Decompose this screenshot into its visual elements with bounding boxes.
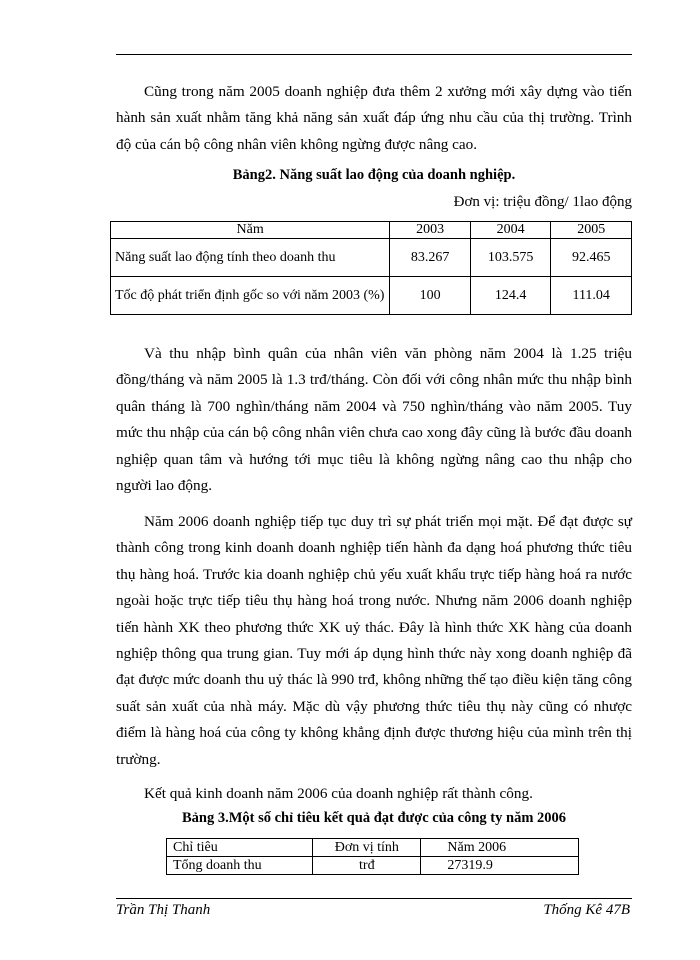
table2-cell: Năng suất lao động tính theo doanh thu: [111, 239, 390, 277]
table2-header-cell: Năm: [111, 222, 390, 239]
table-row: [111, 239, 632, 277]
table3-cell: trđ: [313, 857, 421, 875]
table2-cell: 103.575: [470, 239, 551, 277]
table-row: [111, 277, 632, 315]
footer-rule: [116, 898, 632, 899]
table2-cell: 111.04: [551, 277, 632, 315]
paragraph-4: Kết quả kinh doanh năm 2006 của doanh nghiệp rất thành công.: [144, 785, 533, 802]
table-row: [167, 857, 579, 875]
paragraph-3: Năm 2006 doanh nghiệp tiếp tục duy trì sự phát triển mọi mặt. Để đạt được sự thành công trong kinh doanh doanh nghiệp tiến hành đa dạng hoá phương thức tiêu thụ hàng hoá. Trước kia doanh nghiệp chủ yếu xuất khẩu trực tiếp hàng hoá ra nước ngoài hoặc trực tiếp tiêu thụ hàng hoá trong nước. Nhưng năm 2006 doanh nghiệp tiến hành XK theo phương thức XK uỷ thác. Đây là hình thức XK hàng của doanh nghiệp thông qua trung gian. Tuy mới áp dụng hình thức này xong doanh nghiệp đã đạt được mức doanh thu uỷ thác là 990 trđ, không những thế tạo điều kiện tăng công suất sản xuất của nhà máy. Mặc dù vậy phương thức tiêu thụ này cũng có nhược điểm là hàng hoá của công ty không khẳng định được thương hiệu của mình trên thị trường.: [116, 513, 632, 768]
table2-cell: 92.465: [551, 239, 632, 277]
table2-header-cell: 2003: [390, 222, 471, 239]
paragraph-2: Và thu nhập bình quân của nhân viên văn phòng năm 2004 là 1.25 triệu đồng/tháng và năm 2005 là 1.3 trđ/tháng. Còn đối với công nhân mức thu nhập bình quân tháng là 700 nghìn/tháng năm 2004 và 750 nghìn/tháng vào năm 2005. Tuy mức thu nhập của cán bộ công nhân viên chưa cao xong đây cũng là bước đầu doanh nghiệp quan tâm và hướng tới mục tiêu là không ngừng nâng cao thu nhập cho người lao động.: [116, 345, 632, 495]
table2-cell: Tốc độ phát triển định gốc so với năm 2003 (%): [111, 277, 390, 315]
footer-class: Thống Kê 47B: [543, 902, 630, 918]
table-row: [111, 222, 632, 239]
table3-header-cell: Chỉ tiêu: [167, 839, 313, 857]
table3: [166, 838, 579, 875]
table-row: [167, 839, 579, 857]
table2-cell: 124.4: [470, 277, 551, 315]
table3-cell: Tổng doanh thu: [167, 857, 313, 875]
table2-header-cell: 2004: [470, 222, 551, 239]
table3-cell: 27319.9: [421, 857, 579, 875]
table2-unit: Đơn vị: triệu đồng/ 1lao động: [453, 194, 632, 210]
table2-header-cell: 2005: [551, 222, 632, 239]
table2-cell: 100: [390, 277, 471, 315]
table3-header-cell: Đơn vị tính: [313, 839, 421, 857]
table2-caption: Bảng2. Năng suất lao động của doanh nghiệp.: [232, 167, 516, 183]
table3-header-cell: Năm 2006: [421, 839, 579, 857]
paragraph-1: Cũng trong năm 2005 doanh nghiệp đưa thêm 2 xưởng mới xây dựng vào tiến hành sản xuất nhằm tăng khả năng sản xuất đáp ứng nhu cầu của thị trường. Trình độ của cán bộ công nhân viên không ngừng được nâng cao.: [116, 83, 632, 153]
table3-caption: Bảng 3.Một số chỉ tiêu kết quả đạt được của công ty năm 2006: [181, 810, 567, 826]
table2: [110, 221, 632, 315]
footer-author: Trần Thị Thanh: [116, 902, 211, 918]
header-rule: [116, 54, 632, 55]
table2-cell: 83.267: [390, 239, 471, 277]
